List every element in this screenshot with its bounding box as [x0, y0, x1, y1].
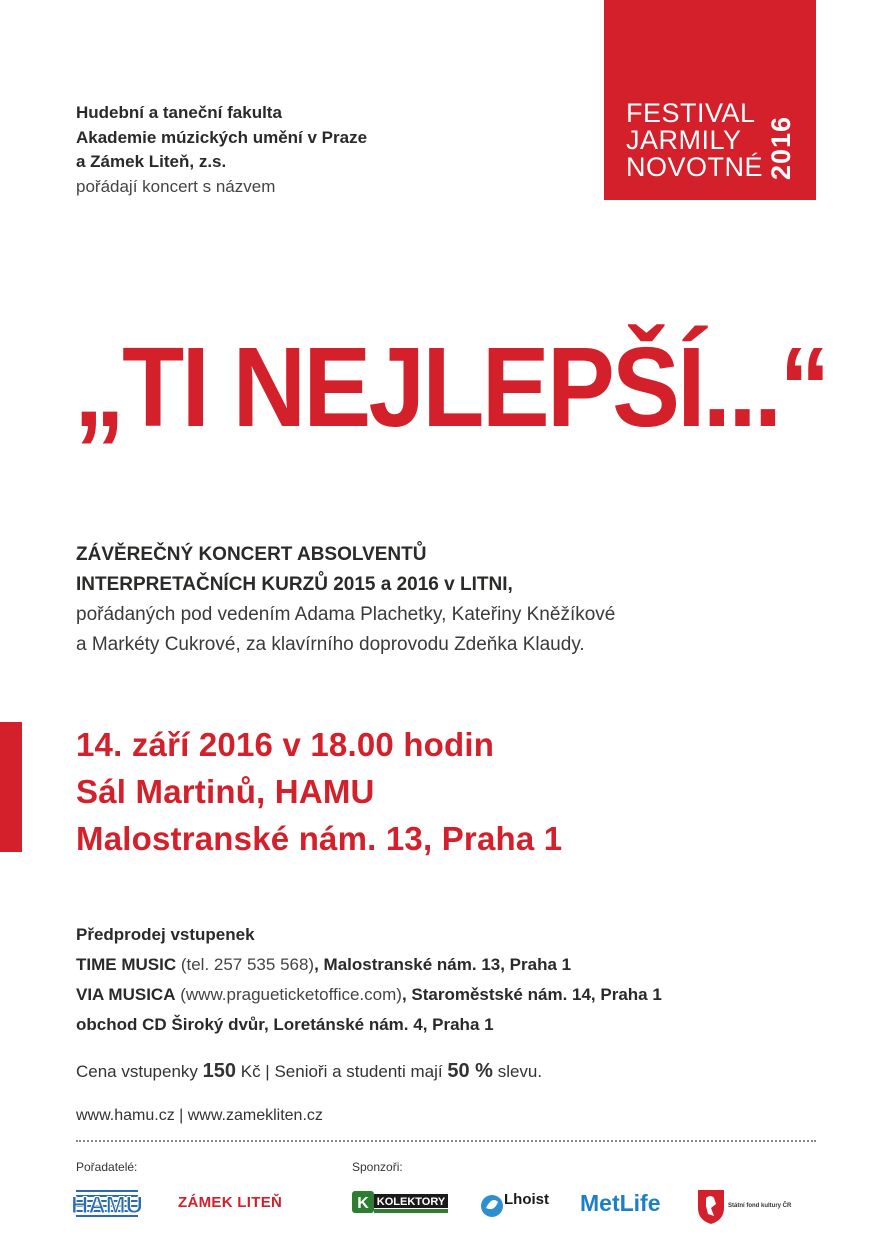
organizer-subline: pořádají koncert s názvem [76, 176, 276, 196]
concert-description [76, 540, 615, 660]
price-suffix: slevu. [492, 1062, 543, 1081]
organizer-line-3: a Zámek Liteň, z.s. [76, 152, 227, 171]
organizer-line-2: Akademie múzických umění v Praze [76, 127, 368, 147]
hamu-logo [71, 1186, 143, 1220]
price-currency: Kč [236, 1062, 261, 1081]
presale-heading: Předprodej vstupenek [76, 925, 255, 944]
festival-year: 2016 [766, 115, 796, 180]
sfk-logo-text: Státní fond kultury ČR [728, 1203, 792, 1209]
festival-logo-box [604, 0, 816, 200]
presale-info [76, 920, 662, 1040]
kolektory-logo [352, 1188, 450, 1218]
footer-divider [76, 1140, 816, 1142]
organizers-block [76, 101, 367, 199]
organizers-label: Pořadatelé: [76, 1160, 138, 1174]
viamusica-name: VIA MUSICA [76, 985, 176, 1004]
festival-line-1: FESTIVAL [626, 98, 756, 128]
viamusica-contact: (www.pragueticketoffice.com) [175, 985, 402, 1004]
zamek-liten-logo: ZÁMEK LITEŇ [178, 1194, 283, 1211]
description-line-1: ZÁVĚREČNÝ KONCERT ABSOLVENTŮ [76, 544, 427, 565]
price-separator: | Senioři a studenti mají [260, 1062, 448, 1081]
organizer-line-1: Hudební a taneční fakulta [76, 103, 282, 122]
event-details [76, 721, 562, 862]
metlife-logo: MetLife [580, 1190, 661, 1216]
presale-cd-shop: obchod CD Široký dvůr, Loretánské nám. 4, Praha 1 [76, 1015, 494, 1034]
presale-timemusic [76, 950, 662, 980]
event-date: 14. září 2016 v 18.00 hodin [76, 726, 495, 763]
websites: www.hamu.cz | www.zamekliten.cz [76, 1107, 323, 1124]
description-line-3: pořádaných pod vedením Adama Plachetky, Kateřiny Kněžíkové [76, 604, 616, 625]
presale-viamusica [76, 980, 662, 1010]
timemusic-address: , Malostranské nám. 13, Praha 1 [314, 955, 572, 974]
event-accent-bar [0, 722, 22, 852]
lhoist-logo-text: Lhoist [504, 1191, 549, 1208]
sfk-logo [696, 1186, 814, 1226]
svg-text:K: K [357, 1195, 369, 1212]
festival-name [626, 100, 763, 181]
festival-line-2: JARMILY [626, 125, 742, 155]
hamu-logo-text: HAMU [71, 1192, 143, 1219]
ticket-price [76, 1058, 542, 1085]
sfk-shield-icon [696, 1186, 726, 1226]
event-address: Malostranské nám. 13, Praha 1 [76, 820, 563, 857]
viamusica-address: , Staroměstské nám. 14, Praha 1 [401, 985, 662, 1004]
concert-title: „TI NEJLEPŠÍ...“ [74, 324, 828, 450]
timemusic-name: TIME MUSIC [76, 955, 177, 974]
price-discount: 50 % [447, 1060, 493, 1082]
sponsors-label: Sponzoři: [352, 1160, 403, 1174]
price-prefix: Cena vstupenky [76, 1062, 203, 1081]
event-venue: Sál Martinů, HAMU [76, 773, 375, 810]
lhoist-logo [480, 1186, 556, 1222]
price-amount: 150 [202, 1060, 237, 1082]
festival-year-container [762, 100, 802, 182]
kolektory-logo-text: KOLEKTORY [376, 1196, 446, 1208]
description-line-2: INTERPRETAČNÍCH KURZŮ 2015 a 2016 v LITNI, [76, 574, 513, 595]
festival-line-3: NOVOTNÉ [626, 152, 764, 182]
description-line-4: a Markéty Cukrové, za klavírního doprovodu Zdeňka Klaudy. [76, 634, 585, 655]
timemusic-contact: (tel. 257 535 568) [176, 955, 315, 974]
